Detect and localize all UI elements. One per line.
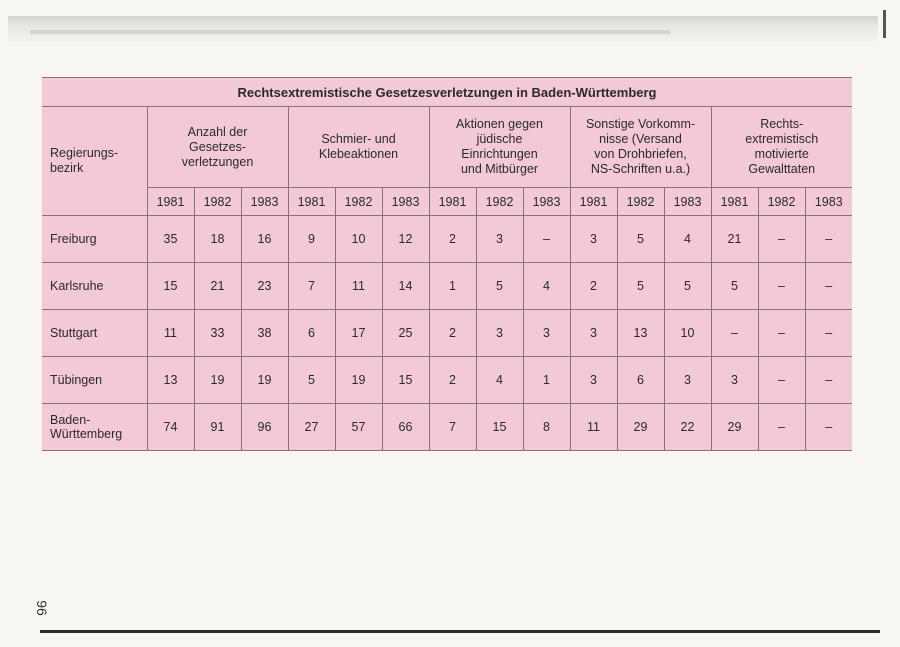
table-cell: 13 bbox=[617, 310, 664, 357]
table-cell: – bbox=[805, 310, 852, 357]
year-header: 1982 bbox=[335, 188, 382, 216]
table-cell: 4 bbox=[664, 216, 711, 263]
table-cell: 9 bbox=[288, 216, 335, 263]
year-header: 1981 bbox=[711, 188, 758, 216]
table-cell: 5 bbox=[476, 263, 523, 310]
year-header: 1983 bbox=[241, 188, 288, 216]
table-cell: 1 bbox=[429, 263, 476, 310]
table-cell: 11 bbox=[570, 404, 617, 451]
scan-edge-bottom bbox=[40, 630, 880, 633]
table-cell: 5 bbox=[664, 263, 711, 310]
row-label: Freiburg bbox=[42, 216, 147, 263]
year-header: 1981 bbox=[288, 188, 335, 216]
table-cell: 35 bbox=[147, 216, 194, 263]
table-cell: 10 bbox=[335, 216, 382, 263]
table-cell: 38 bbox=[241, 310, 288, 357]
year-header: 1982 bbox=[194, 188, 241, 216]
row-label: Stuttgart bbox=[42, 310, 147, 357]
table-cell: 15 bbox=[476, 404, 523, 451]
table-cell: 19 bbox=[241, 357, 288, 404]
group-header-anzahl: Anzahl der Gesetzes- verletzungen bbox=[147, 107, 288, 188]
table-cell: 3 bbox=[523, 310, 570, 357]
statistics-table bbox=[42, 77, 852, 451]
table-cell: – bbox=[758, 310, 805, 357]
table-cell: 3 bbox=[570, 310, 617, 357]
table-cell: – bbox=[805, 263, 852, 310]
table-cell: 5 bbox=[711, 263, 758, 310]
table-cell: 18 bbox=[194, 216, 241, 263]
table-cell: – bbox=[523, 216, 570, 263]
table-cell: 16 bbox=[241, 216, 288, 263]
table-cell: – bbox=[758, 357, 805, 404]
group-header-sonstige: Sonstige Vorkomm- nisse (Versand von Drohbriefen, NS-Schriften u.a.) bbox=[570, 107, 711, 188]
table-cell: 57 bbox=[335, 404, 382, 451]
table-cell: 8 bbox=[523, 404, 570, 451]
table-body bbox=[42, 216, 852, 451]
table-cell: 33 bbox=[194, 310, 241, 357]
table-cell: 5 bbox=[288, 357, 335, 404]
table-cell: 2 bbox=[429, 216, 476, 263]
table-cell: 17 bbox=[335, 310, 382, 357]
scan-shadow-top bbox=[8, 16, 878, 42]
scan-edge bbox=[30, 30, 670, 34]
table-cell: 2 bbox=[570, 263, 617, 310]
table-cell: 11 bbox=[147, 310, 194, 357]
table-cell: 19 bbox=[335, 357, 382, 404]
group-header-gewalttaten: Rechts- extremistisch motivierte Gewalttaten bbox=[711, 107, 852, 188]
table-cell: 22 bbox=[664, 404, 711, 451]
row-header-regierungsbezirk: Regierungs- bezirk bbox=[42, 107, 147, 216]
table-row bbox=[42, 310, 852, 357]
table-cell: 2 bbox=[429, 357, 476, 404]
table-cell: 6 bbox=[617, 357, 664, 404]
table-cell: – bbox=[758, 404, 805, 451]
table-cell: 3 bbox=[570, 357, 617, 404]
table-cell: 10 bbox=[664, 310, 711, 357]
table-cell: 13 bbox=[147, 357, 194, 404]
table-cell: 21 bbox=[711, 216, 758, 263]
year-header: 1982 bbox=[476, 188, 523, 216]
year-header: 1983 bbox=[805, 188, 852, 216]
table-cell: 14 bbox=[382, 263, 429, 310]
table-cell: 21 bbox=[194, 263, 241, 310]
year-header: 1983 bbox=[382, 188, 429, 216]
row-label: Karlsruhe bbox=[42, 263, 147, 310]
table-cell: 29 bbox=[711, 404, 758, 451]
table-row bbox=[42, 404, 852, 451]
table-cell: 66 bbox=[382, 404, 429, 451]
year-header: 1981 bbox=[147, 188, 194, 216]
table-cell: 3 bbox=[570, 216, 617, 263]
table-cell: 27 bbox=[288, 404, 335, 451]
table-cell: – bbox=[805, 357, 852, 404]
year-header: 1982 bbox=[758, 188, 805, 216]
table-title: Rechtsextremistische Gesetzesverletzungen in Baden-Württemberg bbox=[42, 78, 852, 107]
page-number: 96 bbox=[33, 600, 50, 616]
scan-mark-right bbox=[883, 10, 886, 38]
group-header-aktionen: Aktionen gegen jüdische Einrichtungen und Mitbürger bbox=[429, 107, 570, 188]
table-cell: – bbox=[711, 310, 758, 357]
table-cell: 96 bbox=[241, 404, 288, 451]
row-label: Baden- Württemberg bbox=[42, 404, 147, 451]
table-cell: 25 bbox=[382, 310, 429, 357]
table-cell: 29 bbox=[617, 404, 664, 451]
table-row bbox=[42, 263, 852, 310]
table-cell: 3 bbox=[476, 310, 523, 357]
table-cell: 5 bbox=[617, 216, 664, 263]
table-cell: 4 bbox=[476, 357, 523, 404]
table-cell: 6 bbox=[288, 310, 335, 357]
table-cell: 15 bbox=[382, 357, 429, 404]
table-cell: – bbox=[758, 216, 805, 263]
year-header: 1981 bbox=[429, 188, 476, 216]
table-cell: 1 bbox=[523, 357, 570, 404]
table-cell: 74 bbox=[147, 404, 194, 451]
table-cell: 3 bbox=[664, 357, 711, 404]
year-header: 1981 bbox=[570, 188, 617, 216]
table-cell: – bbox=[805, 404, 852, 451]
table-cell: – bbox=[758, 263, 805, 310]
year-header: 1982 bbox=[617, 188, 664, 216]
year-header: 1983 bbox=[664, 188, 711, 216]
table-cell: 11 bbox=[335, 263, 382, 310]
table-cell: 7 bbox=[288, 263, 335, 310]
table-row bbox=[42, 357, 852, 404]
table-cell: 3 bbox=[476, 216, 523, 263]
group-header-schmier: Schmier- und Klebeaktionen bbox=[288, 107, 429, 188]
table-cell: 4 bbox=[523, 263, 570, 310]
table-cell: 12 bbox=[382, 216, 429, 263]
table-cell: 2 bbox=[429, 310, 476, 357]
table-cell: 19 bbox=[194, 357, 241, 404]
table-cell: 7 bbox=[429, 404, 476, 451]
year-header-row bbox=[42, 188, 852, 216]
table-row bbox=[42, 216, 852, 263]
table-cell: 3 bbox=[711, 357, 758, 404]
table-cell: 15 bbox=[147, 263, 194, 310]
table-cell: – bbox=[805, 216, 852, 263]
table-cell: 23 bbox=[241, 263, 288, 310]
table-cell: 5 bbox=[617, 263, 664, 310]
table-cell: 91 bbox=[194, 404, 241, 451]
row-label: Tübingen bbox=[42, 357, 147, 404]
year-header: 1983 bbox=[523, 188, 570, 216]
